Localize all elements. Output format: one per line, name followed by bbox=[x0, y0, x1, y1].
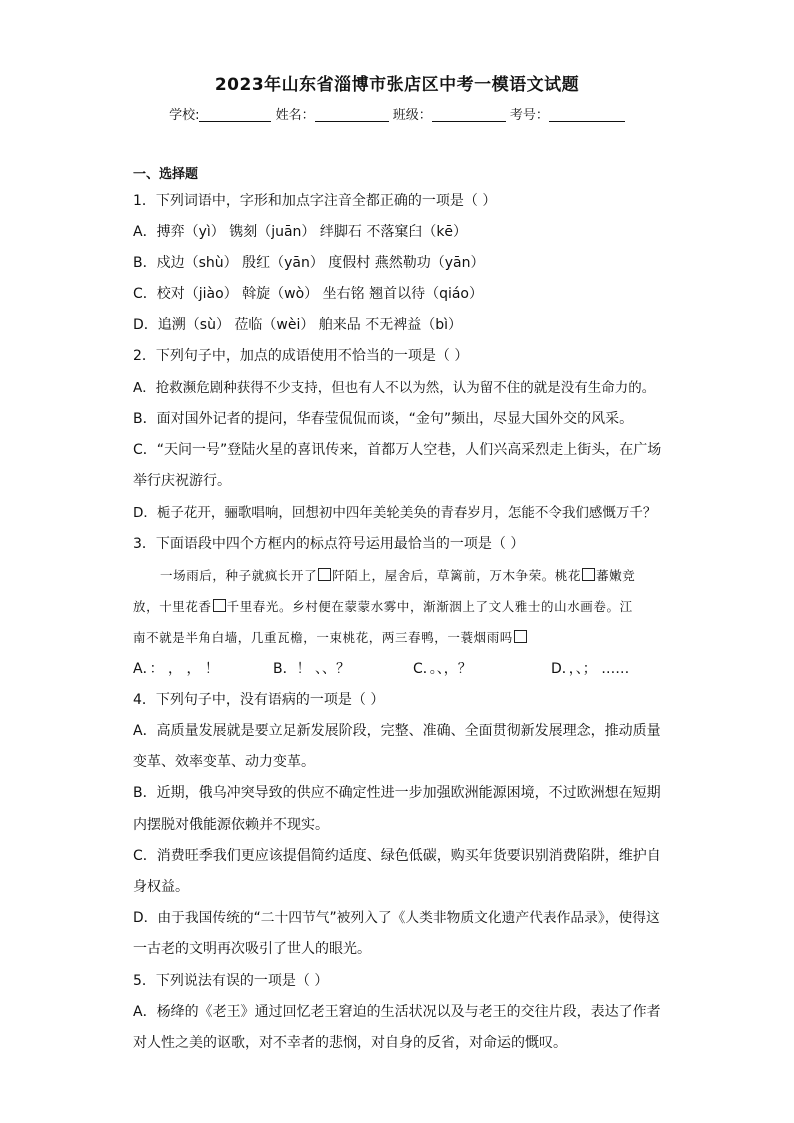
passage-text: 阡陌上，屋舍后，草篱前，万木争荣。桃花 bbox=[332, 568, 582, 583]
school-blank[interactable] bbox=[199, 107, 271, 122]
question-2-stem: 2．下列句子中，加点的成语使用不恰当的一项是（ ） bbox=[133, 348, 469, 364]
question-1-stem: 1．下列词语中，字形和加点字注音全都正确的一项是（ ） bbox=[133, 193, 497, 209]
punctuation-box bbox=[582, 568, 595, 581]
passage-text: 蕃嫩竞 bbox=[596, 568, 636, 583]
question-1-option-d: D．追溯（sù） 莅临（wèi） 舶来品 不无裨益（bì） bbox=[133, 317, 463, 333]
passage-text: 一场雨后，种子就疯长开了 bbox=[160, 568, 318, 583]
page-title: 2023年山东省淄博市张店区中考一模语文试题 bbox=[214, 75, 580, 95]
question-5-option-a-cont: 对人性之美的讴歌，对不幸者的悲悯，对自身的反省，对命运的慨叹。 bbox=[133, 1035, 567, 1051]
question-3-option-c: C．。、，？ bbox=[413, 661, 472, 677]
name-label: 姓名： bbox=[275, 108, 315, 123]
passage-text: 南不就是半角白墙，几重瓦檐，一束桃花，两三春鸭，一蓑烟雨吗 bbox=[133, 630, 513, 645]
question-3-options bbox=[133, 659, 629, 679]
question-3-option-d: D．，、； …… bbox=[551, 661, 630, 677]
question-1-option-a: A．搏弈（yì） 镌刻（juān） 绊脚石 不落窠臼（kē） bbox=[133, 224, 468, 240]
punctuation-box bbox=[318, 568, 331, 581]
student-info-row bbox=[0, 104, 794, 123]
question-4-option-b: B．近期，俄乌冲突导致的供应不确定性进一步加强欧洲能源困境，不过欧洲想在短期 bbox=[133, 785, 661, 801]
passage-text: 千里春光。乡村便在蒙蒙水雾中，渐渐洇上了文人雅士的山水画卷。江 bbox=[226, 599, 633, 614]
question-2-option-c: C．“天问一号”登陆火星的喜讯传来，首都万人空巷，人们兴高采烈走上街头，在广场 bbox=[133, 442, 662, 458]
question-1-option-c: C．校对（jiào） 斡旋（wò） 坐右铭 翘首以待（qiáo） bbox=[133, 286, 483, 302]
question-3-option-b: B．！ 、、？ bbox=[273, 661, 351, 677]
passage-text: 放，十里花香 bbox=[133, 599, 212, 614]
question-2-option-c-cont: 举行庆祝游行。 bbox=[133, 473, 231, 489]
class-label: 班级： bbox=[392, 108, 432, 123]
passage-line-1 bbox=[160, 566, 635, 586]
id-label: 考号： bbox=[509, 108, 549, 123]
passage-line-2 bbox=[133, 597, 633, 617]
question-4-option-d-cont: 一古老的文明再次吸引了世人的眼光。 bbox=[133, 941, 371, 957]
question-4-option-c-cont: 身权益。 bbox=[133, 879, 189, 895]
question-5-option-a: A．杨绛的《老王》通过回忆老王窘迫的生活状况以及与老王的交往片段，表达了作者 bbox=[133, 1004, 661, 1020]
question-3-option-a: A．： ， ， ！ bbox=[133, 661, 219, 677]
question-2-option-b: B．面对国外记者的提问，华春莹侃侃而谈，“金句”频出，尽显大国外交的风采。 bbox=[133, 411, 634, 427]
id-blank[interactable] bbox=[549, 107, 625, 122]
question-4-option-c: C．消费旺季我们更应该提倡简约适度、绿色低碳，购买年货要识别消费陷阱，维护自 bbox=[133, 848, 661, 864]
question-4-stem: 4．下列句子中，没有语病的一项是（ ） bbox=[133, 692, 385, 708]
name-blank[interactable] bbox=[315, 107, 389, 122]
question-4-option-a-cont: 变革、效率变革、动力变革。 bbox=[133, 754, 315, 770]
question-3-stem: 3．下面语段中四个方框内的标点符号运用最恰当的一项是（ ） bbox=[133, 536, 525, 552]
punctuation-box bbox=[213, 599, 226, 612]
question-2-option-a: A．抢救濒危剧种获得不少支持，但也有人不以为然，认为留不住的就是没有生命力的。 bbox=[133, 380, 656, 396]
section-heading: 一、选择题 bbox=[133, 167, 199, 182]
question-1-option-b: B．戍边（shù） 殷红（yān） 度假村 燕然勒功（yān） bbox=[133, 255, 485, 271]
question-2-option-d: D．栀子花开，骊歌唱响，回想初中四年美轮美奂的青春岁月，怎能不令我们感慨万千？ bbox=[133, 505, 657, 521]
question-4-option-a: A．高质量发展就是要立足新发展阶段，完整、准确、全面贯彻新发展理念，推动质量 bbox=[133, 723, 661, 739]
question-5-stem: 5．下列说法有误的一项是（ ） bbox=[133, 973, 329, 989]
question-4-option-b-cont: 内摆脱对俄能源依赖并不现实。 bbox=[133, 817, 329, 833]
question-4-option-d: D．由于我国传统的“二十四节气”被列入了《人类非物质文化遗产代表作品录》，使得这 bbox=[133, 910, 660, 926]
class-blank[interactable] bbox=[432, 107, 506, 122]
school-label: 学校: bbox=[169, 108, 200, 123]
punctuation-box bbox=[514, 630, 527, 643]
passage-line-3 bbox=[133, 628, 528, 648]
